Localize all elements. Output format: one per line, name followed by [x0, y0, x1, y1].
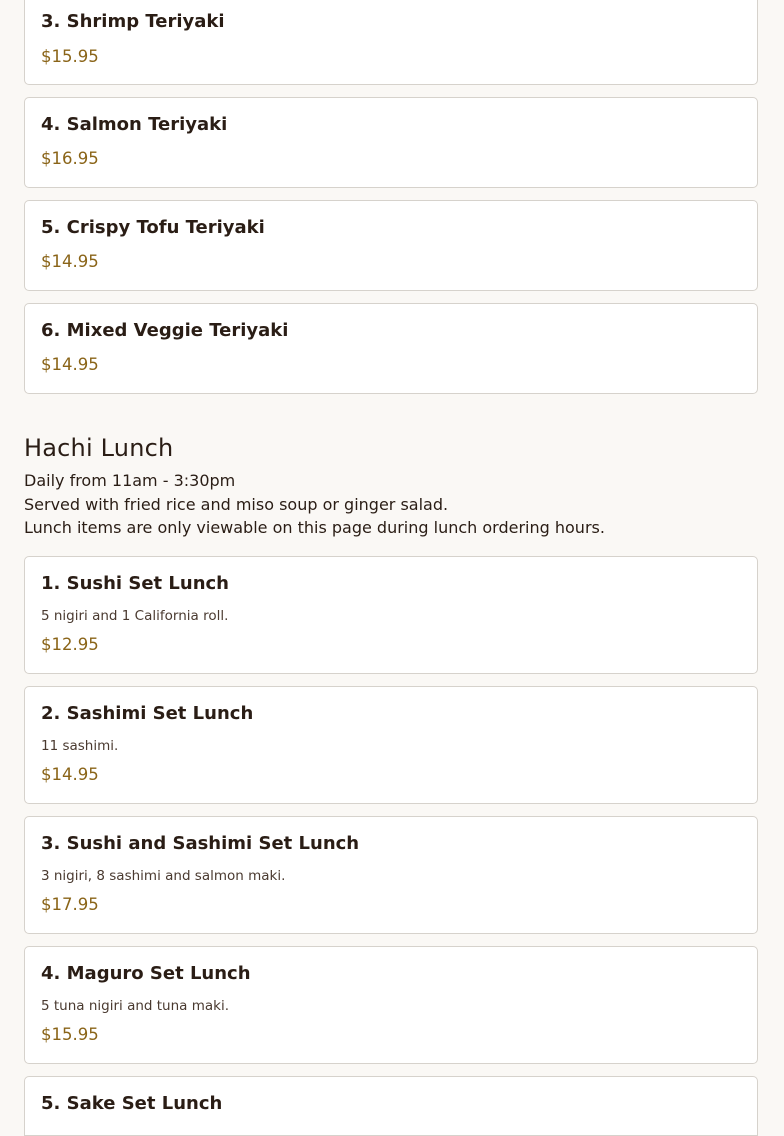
section-note: Lunch items are only viewable on this page during lunch ordering hours.: [24, 518, 605, 537]
menu-item-price: $14.95: [41, 765, 99, 784]
menu-item-card[interactable]: [24, 0, 758, 85]
menu-item-price: $15.95: [41, 1025, 99, 1044]
menu-item-name: 3. Sushi and Sashimi Set Lunch: [41, 833, 360, 854]
menu-item-card[interactable]: [24, 556, 758, 674]
menu-item-name: 4. Salmon Teriyaki: [41, 114, 228, 135]
menu-item-name: 3. Shrimp Teriyaki: [41, 11, 225, 32]
menu-item-description: 5 tuna nigiri and tuna maki.: [41, 998, 230, 1014]
menu-item-price: $12.95: [41, 635, 99, 654]
menu-item-card[interactable]: [24, 816, 758, 934]
menu-item-card[interactable]: [24, 97, 758, 188]
menu-item-name: 2. Sashimi Set Lunch: [41, 703, 254, 724]
menu-item-price: $17.95: [41, 895, 99, 914]
menu-item-name: 4. Maguro Set Lunch: [41, 963, 251, 984]
menu-item-name: 5. Sake Set Lunch: [41, 1093, 223, 1114]
section-served-with: Served with fried rice and miso soup or ginger salad.: [24, 495, 449, 514]
menu-item-price: $16.95: [41, 149, 99, 168]
menu-item-card[interactable]: [24, 1076, 758, 1136]
section-title: Hachi Lunch: [24, 434, 174, 462]
section-hours: Daily from 11am - 3:30pm: [24, 471, 236, 490]
menu-item-description: 5 nigiri and 1 California roll.: [41, 608, 229, 624]
menu-item-name: 6. Mixed Veggie Teriyaki: [41, 320, 289, 341]
menu-item-card[interactable]: [24, 686, 758, 804]
menu-item-price: $15.95: [41, 47, 99, 66]
menu-item-card[interactable]: [24, 946, 758, 1064]
menu-item-description: 3 nigiri, 8 sashimi and salmon maki.: [41, 868, 286, 884]
menu-item-price: $14.95: [41, 252, 99, 271]
menu-item-price: $14.95: [41, 355, 99, 374]
menu-item-card[interactable]: [24, 303, 758, 394]
menu-item-name: 5. Crispy Tofu Teriyaki: [41, 217, 265, 238]
menu-item-name: 1. Sushi Set Lunch: [41, 573, 229, 594]
menu-item-card[interactable]: [24, 200, 758, 291]
menu-item-description: 11 sashimi.: [41, 738, 119, 754]
